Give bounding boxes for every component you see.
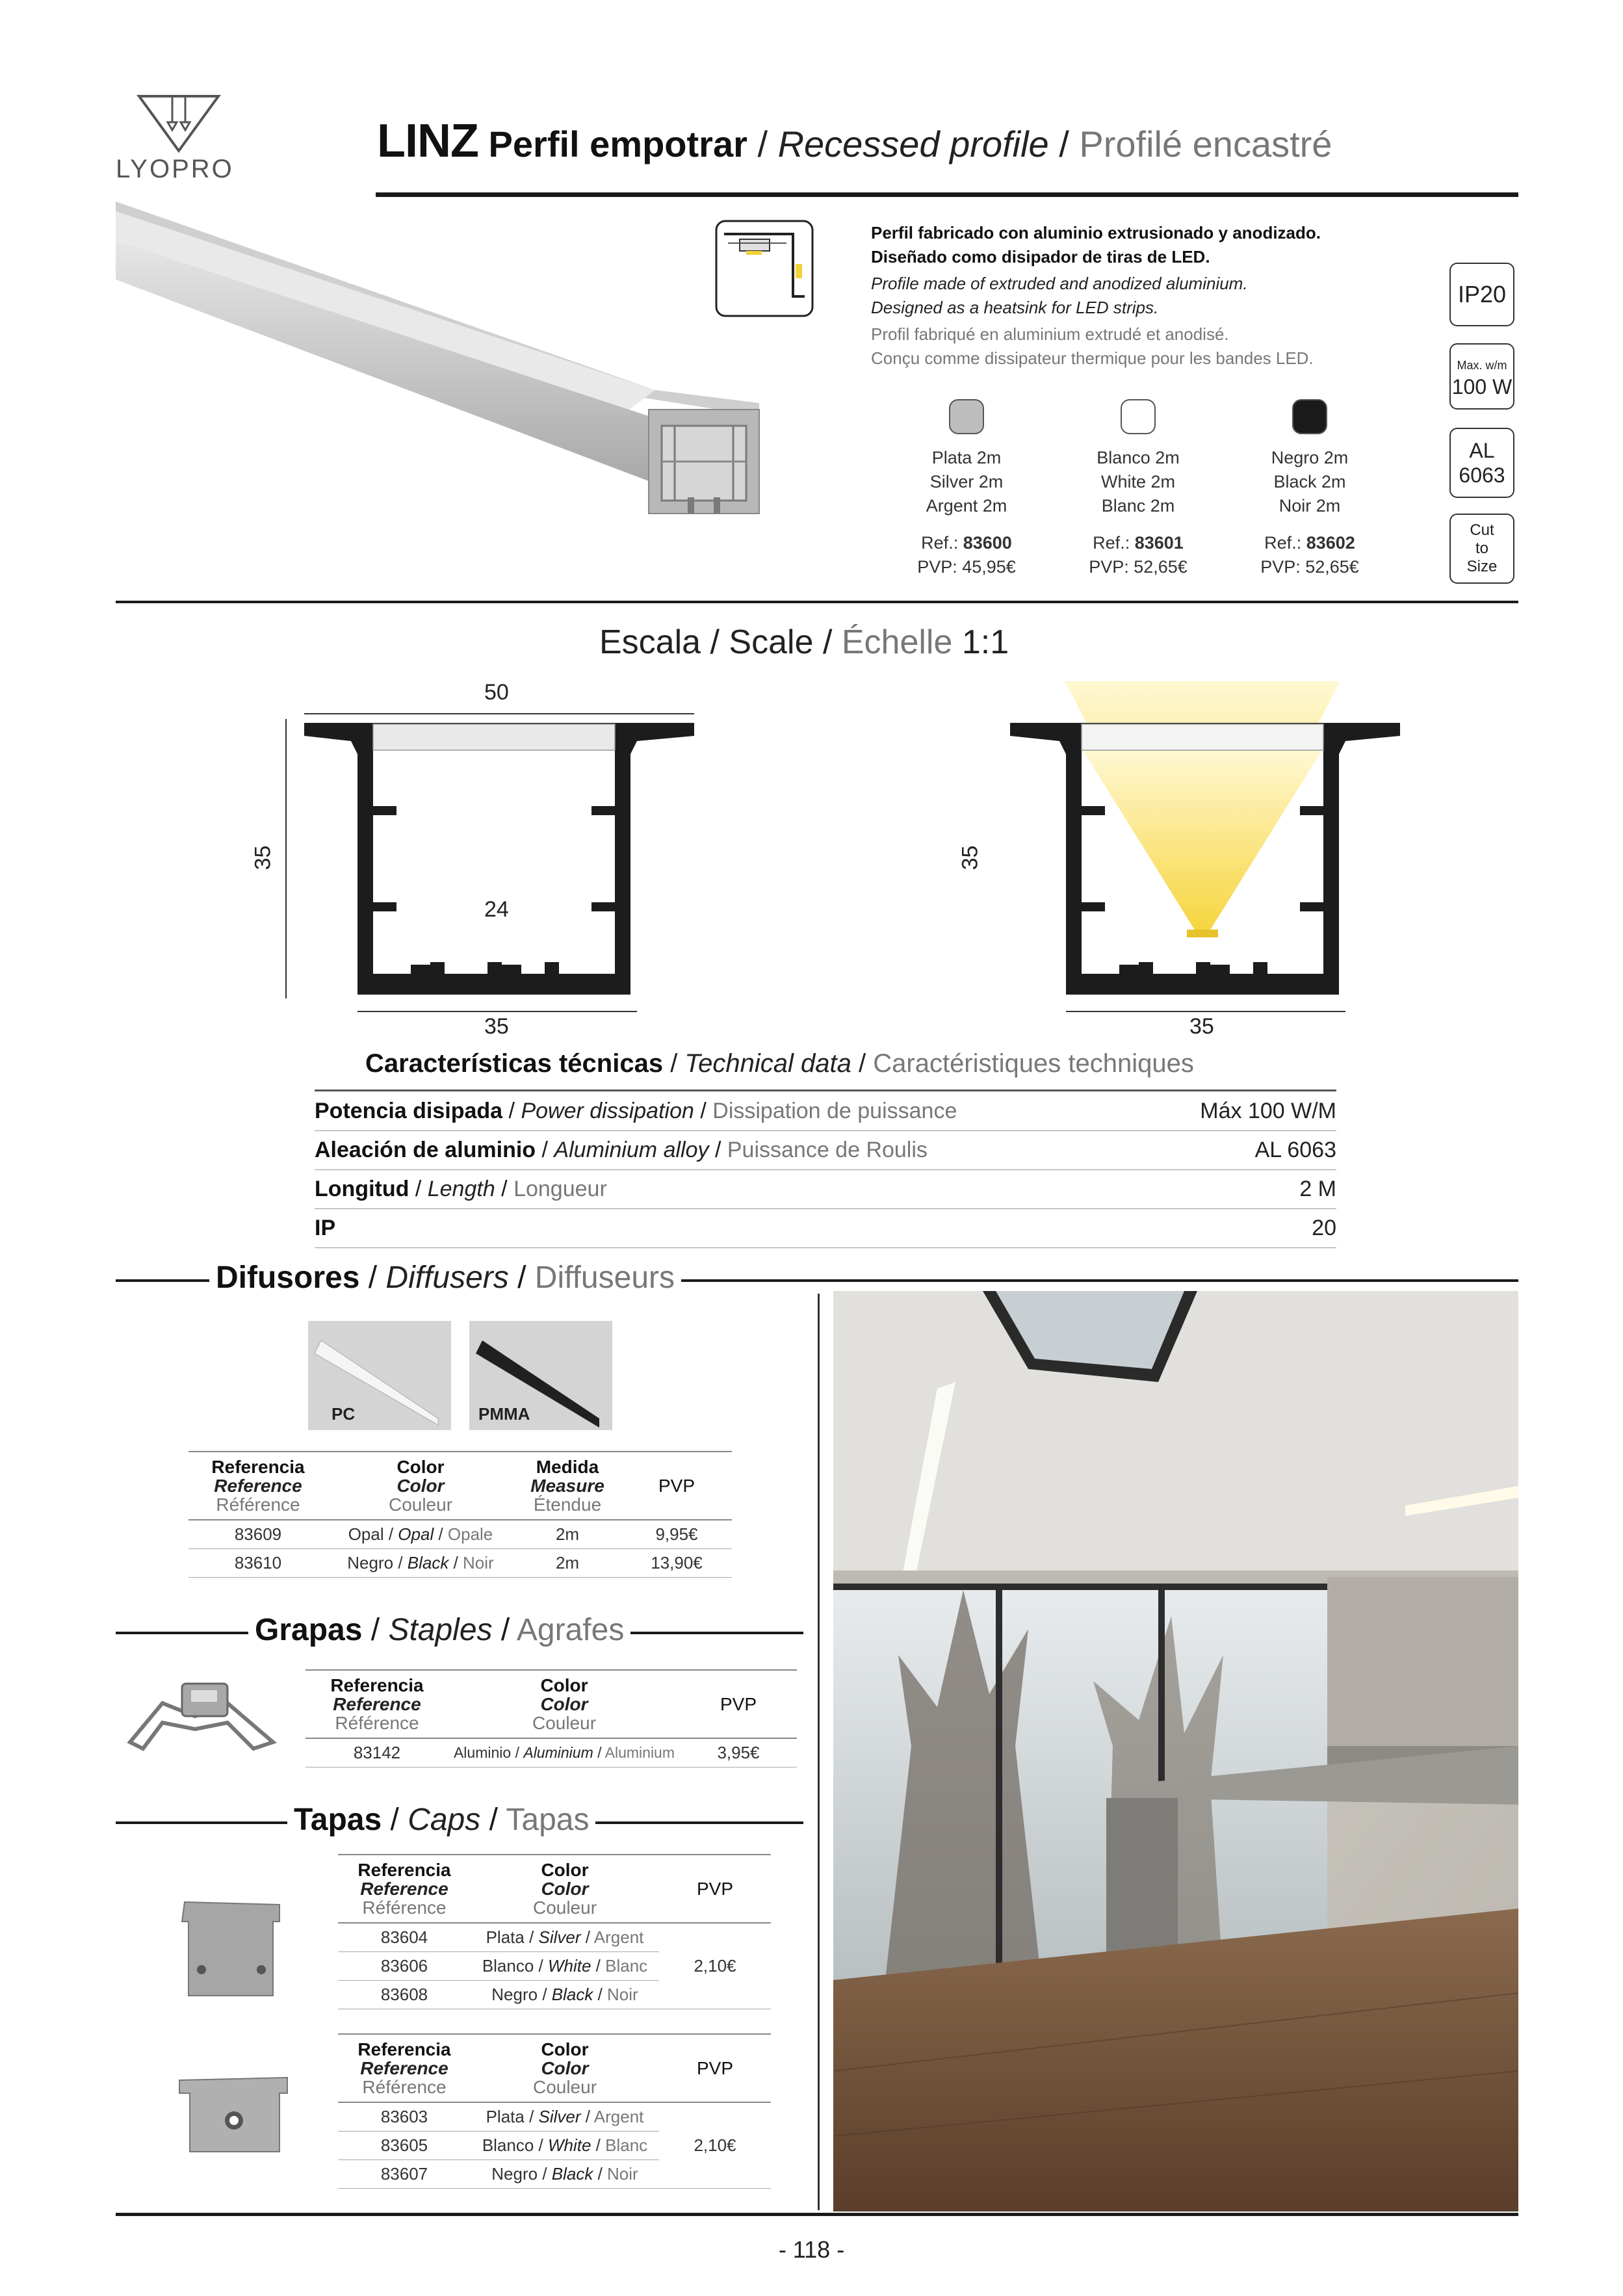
page-number: - 118 - — [778, 2236, 845, 2263]
dim-width-bottom-right: 35 — [1189, 1014, 1214, 1039]
dim-width-bottom-left: 35 — [484, 1014, 509, 1039]
title-es: Perfil empotrar — [488, 124, 747, 164]
swatch-silver — [949, 399, 984, 434]
footer-rule — [116, 2213, 1518, 2216]
table-row: 83608 Negro / Black / Noir — [338, 1980, 771, 2009]
dim-height-right: 35 — [957, 845, 983, 870]
variant-white: Blanco 2m White 2m Blanc 2m Ref.: 83601 PVP: 52,65€ — [1089, 448, 1188, 577]
installation-photo — [833, 1291, 1518, 2211]
table-row: 83609 Opal / Opal / Opale 2m 9,95€ — [188, 1520, 732, 1548]
profile-section-drawing — [260, 676, 715, 1040]
table-row: 83610 Negro / Black / Noir 2m 13,90€ — [188, 1548, 732, 1577]
caps-heading: Tapas / Caps / Tapas — [287, 1802, 595, 1838]
variant-silver: Plata 2m Silver 2m Argent 2m Ref.: 83600 PVP: 45,95€ — [917, 448, 1016, 577]
logo-text: LYOPRO — [116, 155, 234, 183]
table-row: 83605 Blanco / White / Blanc — [338, 2131, 771, 2159]
title-fr: Profilé encastré — [1079, 124, 1332, 164]
product-description: Perfil fabricado con aluminio extrusionado y anodizado. Diseñado como disipador de tiras de LED. Profile made of extruded and anodized aluminium. Designed as a heatsink for LED strips. Profil fabriqué en aluminium extrudé et anodisé. Conçu comme dissipateur thermique pour les bandes LED. — [871, 223, 1321, 368]
table-row: 83604 Plata / Silver / Argent 2,10€ — [338, 1923, 771, 1951]
table-row: 83142 Aluminio / Aluminium / Aluminium 3,95€ — [305, 1738, 797, 1767]
table-row: 83607 Negro / Black / Noir — [338, 2159, 771, 2188]
table-row: 83606 Blanco / White / Blanc — [338, 1951, 771, 1980]
page-title: LINZ Perfil empotrar / Recessed profile / Profilé encastré — [377, 115, 1332, 167]
dim-width-top: 50 — [484, 680, 509, 705]
dim-height-left: 35 — [250, 845, 276, 870]
dim-inner: 24 — [484, 897, 509, 922]
caps-table-1: Referencia Reference Référence Color Color Couleur PVP 83604 Plata / Silver / Argent 2,10€ 83606 Blanco / White / Blanc 83608 Negro / Black / Noir — [338, 1854, 771, 2009]
power-badge: Max. w/m 100 W — [1449, 343, 1514, 410]
diffuser-pmma-image: PMMA — [469, 1321, 612, 1430]
ip-badge: IP20 — [1449, 263, 1514, 326]
tech-top-rule — [315, 1089, 1336, 1091]
logo-triangle-icon — [116, 91, 239, 156]
variant-black: Negro 2m Black 2m Noir 2m Ref.: 83602 PVP: 52,65€ — [1260, 448, 1359, 577]
swatch-black — [1292, 399, 1327, 434]
swatch-white — [1121, 399, 1156, 434]
header-rule — [376, 192, 1518, 197]
profile-light-drawing — [968, 676, 1423, 1040]
cut-to-size-badge: Cut to Size — [1449, 514, 1514, 584]
profile-product-image — [116, 202, 766, 520]
staples-table: Referencia Reference Référence Color Color Couleur PVP 83142 Aluminio / Aluminium / Aluminium 3,95€ — [305, 1669, 797, 1768]
section-rule-1 — [116, 601, 1518, 603]
diffuser-pc-image: PC — [308, 1321, 451, 1430]
staples-heading: Grapas / Staples / Agrafes — [248, 1612, 630, 1648]
tech-row: Potencia disipada / Power dissipation / Dissipation de puissance Máx 100 W/M — [315, 1092, 1336, 1131]
alloy-badge: AL 6063 — [1449, 428, 1514, 498]
scale-title: Escala / Scale / Échelle 1:1 — [599, 623, 1009, 661]
cap-image-2 — [175, 2071, 292, 2156]
tech-row: IP 20 — [315, 1209, 1336, 1248]
column-divider — [818, 1294, 820, 2210]
brand-logo — [116, 91, 239, 189]
title-en: Recessed profile — [777, 124, 1049, 164]
model-name: LINZ — [377, 115, 478, 167]
tech-row: Longitud / Length / Longueur 2 M — [315, 1170, 1336, 1209]
diffusers-heading: Difusores / Diffusers / Diffuseurs — [209, 1260, 681, 1296]
table-row: 83603 Plata / Silver / Argent 2,10€ — [338, 2102, 771, 2131]
diffusers-table: Referencia Reference Référence Color Color Couleur Medida Measure Étendue PVP 83609 Opal / Opal / Opale 2m 9,95€ 83610 Negro / Black / Noir 2m 13,90€ — [188, 1451, 732, 1578]
cap-image-1 — [175, 1892, 286, 2002]
tech-row: Aleación de aluminio / Aluminium alloy / Puissance de Roulis AL 6063 — [315, 1131, 1336, 1170]
recessed-profile-icon — [715, 220, 814, 317]
caps-table-2: Referencia Reference Référence Color Color Couleur PVP 83603 Plata / Silver / Argent 2,10€ 83605 Blanco / White / Blanc 83607 Negro / Black / Noir — [338, 2033, 771, 2189]
staple-clip-image — [123, 1664, 292, 1768]
tech-title: Características técnicas / Technical data / Caractéristiques techniques — [365, 1049, 1194, 1078]
